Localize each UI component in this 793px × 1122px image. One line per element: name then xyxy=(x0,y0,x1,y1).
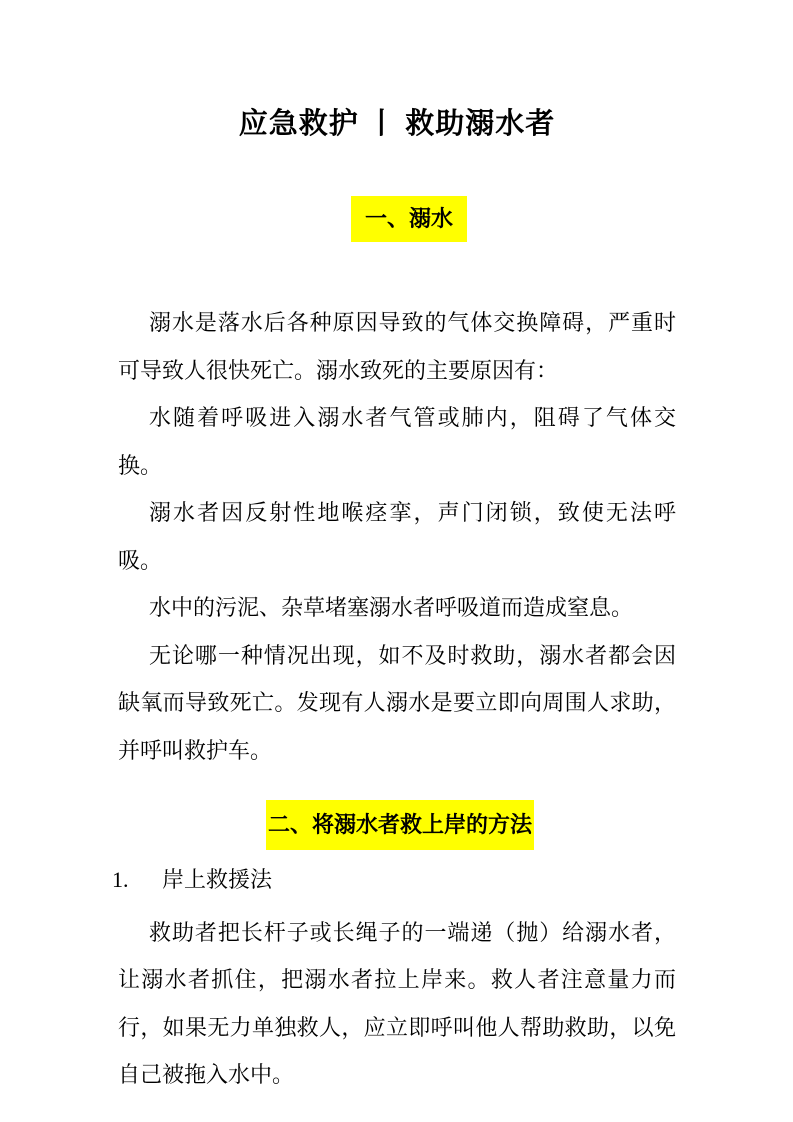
section-2-heading-row xyxy=(118,800,676,850)
paragraph-intro: 溺水是落水后各种原因导致的气体交换障碍，严重时可导致人很快死亡。溺水致死的主要原因有： xyxy=(118,310,676,383)
paragraph-shore-rescue: 救助者把长杆子或长绳子的一端递（抛）给溺水者，让溺水者抓住，把溺水者拉上岸来。救人者注意量力而行，如果无力单独救人，应立即呼叫他人帮助救助，以免自己被拖入水中。 xyxy=(118,919,676,1087)
section-1-heading: 一、溺水 xyxy=(351,196,467,242)
paragraph-cause-2: 溺水者因反射性地喉痉挛，声门闭锁，致使无法呼吸。 xyxy=(118,500,676,573)
list-item-1-title: 岸上救援法 xyxy=(162,867,273,892)
list-item-1-number: 1. xyxy=(112,867,129,892)
section-1-body xyxy=(118,299,676,774)
section-1-heading-row xyxy=(118,196,676,242)
list-item-1 xyxy=(112,856,676,904)
paragraph-cause-1: 水随着呼吸进入溺水者气管或肺内，阻碍了气体交换。 xyxy=(118,405,676,478)
document-title: 应急救护 丨 救助溺水者 xyxy=(238,108,556,140)
paragraph-conclusion: 无论哪一种情况出现，如不及时救助，溺水者都会因缺氧而导致死亡。发现有人溺水是要立即向周围人求助，并呼叫救护车。 xyxy=(118,642,676,763)
section-2-heading: 二、将溺水者救上岸的方法 xyxy=(266,800,534,850)
document-content xyxy=(0,102,793,1099)
paragraph-cause-3: 水中的污泥、杂草堵塞溺水者呼吸道而造成窒息。 xyxy=(149,595,634,620)
